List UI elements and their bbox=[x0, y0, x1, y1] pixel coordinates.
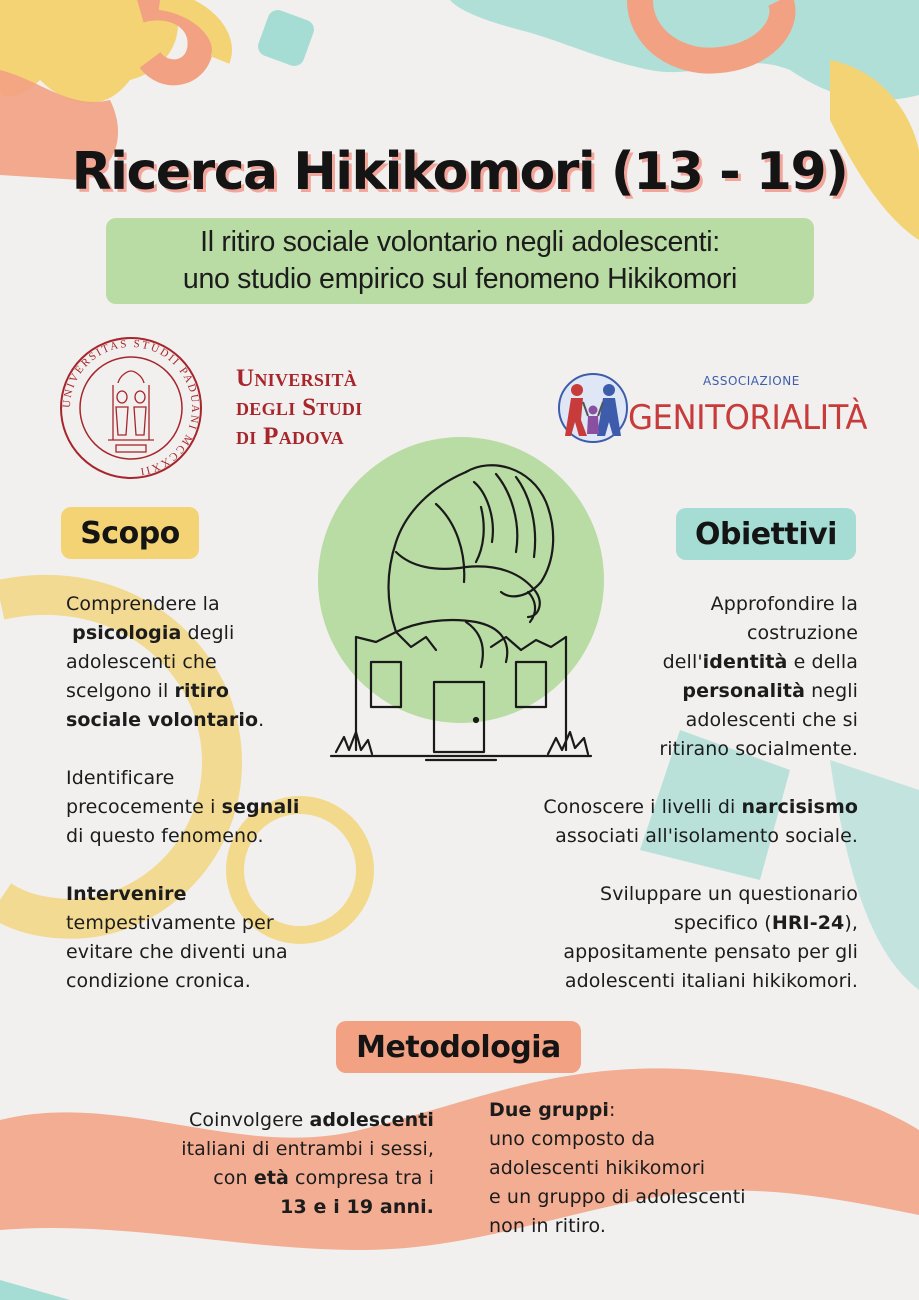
text-span: ritirano socialmente. bbox=[659, 738, 858, 760]
university-name-line-1: Università bbox=[236, 365, 358, 392]
text-span: non in ritiro. bbox=[489, 1215, 607, 1237]
text-bold: sociale volontario bbox=[66, 709, 259, 731]
text-span: evitare che diventi una bbox=[66, 941, 288, 963]
text-span: Sviluppare un questionario bbox=[600, 883, 858, 905]
text-span: ), bbox=[844, 912, 858, 934]
text-span: adolescenti italiani hikikomori. bbox=[564, 970, 858, 992]
subtitle-line-1: Il ritiro sociale volontario negli adolescenti: bbox=[200, 226, 720, 258]
subtitle-box bbox=[106, 218, 814, 304]
scopo-paragraph-1 bbox=[66, 590, 366, 735]
university-name-line-3: di Padova bbox=[236, 423, 344, 450]
scopo-paragraph-2 bbox=[66, 764, 366, 851]
obiettivi-heading: Obiettivi bbox=[676, 508, 856, 560]
association-label-small: ASSOCIAZIONE bbox=[703, 374, 800, 388]
text-span: di questo fenomeno. bbox=[66, 825, 264, 847]
obiettivi-paragraph-3 bbox=[458, 880, 858, 996]
text-span: tempestivamente per bbox=[66, 912, 274, 934]
text-span: Comprendere la bbox=[66, 593, 220, 615]
text-span: adolescenti che bbox=[66, 651, 217, 673]
text-span: e un gruppo di adolescenti bbox=[489, 1186, 746, 1208]
metodologia-left-text bbox=[120, 1106, 434, 1222]
text-span: uno composto da bbox=[489, 1128, 656, 1150]
text-bold: HRI-24 bbox=[771, 912, 845, 934]
text-bold: narcisismo bbox=[741, 796, 858, 818]
text-span: scelgono il bbox=[66, 680, 175, 702]
text-span: adolescenti che si bbox=[685, 709, 858, 731]
text-span: adolescenti hikikomori bbox=[489, 1157, 706, 1179]
text-bold: ritiro bbox=[174, 680, 230, 702]
scopo-heading: Scopo bbox=[61, 507, 199, 559]
text-span: associati all'isolamento sociale. bbox=[555, 825, 858, 847]
text-span: Identificare bbox=[66, 767, 175, 789]
text-span: con bbox=[213, 1167, 254, 1189]
scopo-paragraph-3 bbox=[66, 880, 366, 996]
obiettivi-paragraph-1 bbox=[458, 590, 858, 764]
text-bold: 13 e i 19 anni. bbox=[280, 1196, 434, 1218]
text-span: Conoscere i livelli di bbox=[543, 796, 742, 818]
text-span: degli bbox=[181, 622, 235, 644]
text-span: italiani di entrambi i sessi, bbox=[181, 1138, 434, 1160]
metodologia-right-text bbox=[489, 1096, 819, 1241]
text-span: costruzione bbox=[747, 622, 858, 644]
text-span: appositamente pensato per gli bbox=[563, 941, 858, 963]
obiettivi-text bbox=[458, 590, 858, 996]
text-span: precocemente i bbox=[66, 796, 222, 818]
text-span: . bbox=[258, 709, 265, 731]
university-seal-icon bbox=[58, 335, 204, 481]
text-bold: personalità bbox=[682, 680, 805, 702]
scopo-text bbox=[66, 590, 366, 996]
text-bold: psicologia bbox=[72, 622, 182, 644]
text-span: dell' bbox=[662, 651, 703, 673]
text-bold: identità bbox=[702, 651, 788, 673]
text-span: compresa tra i bbox=[288, 1167, 434, 1189]
text-span: Coinvolgere bbox=[189, 1109, 310, 1131]
text-bold: segnali bbox=[221, 796, 300, 818]
text-span: e della bbox=[787, 651, 858, 673]
seal-text: UNIVERSITAS STUDII PADUANI MCCXXII bbox=[60, 337, 202, 478]
text-span: Approfondire la bbox=[710, 593, 858, 615]
text-bold: Intervenire bbox=[66, 883, 187, 905]
page-title: Ricerca Hikikomori (13 - 19) bbox=[71, 142, 848, 202]
text-span: negli bbox=[805, 680, 858, 702]
metodologia-heading: Metodologia bbox=[336, 1021, 581, 1073]
subtitle-line-2: uno studio empirico sul fenomeno Hikikomori bbox=[182, 263, 738, 295]
text-bold: Due gruppi bbox=[489, 1099, 610, 1121]
text-bold: età bbox=[253, 1167, 289, 1189]
text-span: specifico ( bbox=[673, 912, 772, 934]
text-span: : bbox=[609, 1099, 616, 1121]
obiettivi-paragraph-2 bbox=[458, 793, 858, 851]
text-bold: adolescenti bbox=[309, 1109, 434, 1131]
university-name-line-2: degli Studi bbox=[236, 394, 363, 421]
text-span: condizione cronica. bbox=[66, 970, 251, 992]
association-name: GENITORIALITÀ bbox=[628, 398, 868, 438]
